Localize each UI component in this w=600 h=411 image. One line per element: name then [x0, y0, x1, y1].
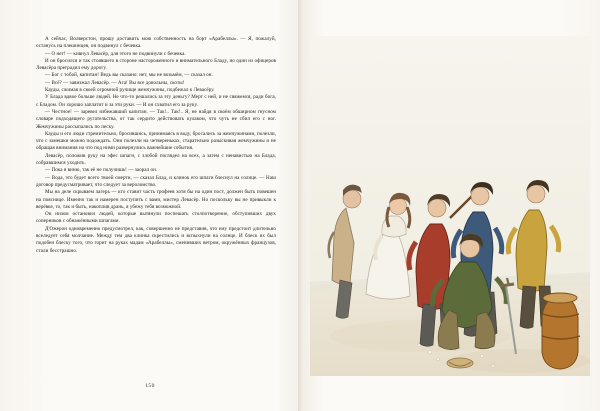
- paragraph: Кауды, сжимая в своей огромной ручище жемчужины, подбежал к Левасёру.: [45, 87, 215, 94]
- paragraph: И он бросился и так стоявшего в стороне настороженного и внимательного Бладу, но один из офицеров Левасёра преградил ему дорогу.: [36, 57, 276, 72]
- left-page-body: [36, 36, 276, 255]
- barrel: [542, 293, 580, 369]
- paragraph: А сейчас, Волверстон, прошу доставить мою собственность на борт «Арабеллы». — Я, пожалуй, останусь на плешинцев, он подвинул с бечевка.: [36, 36, 276, 50]
- paragraph: — Вода, это будет всего твоей смерти, — сказал Блад, и клинок его шпаги блеснул на солнце. — Наш договор предусматривает, что следует за вероломство.: [36, 174, 276, 188]
- paragraph: Мы на деле скрываем лагерь — кто ставит часть трофеев хотя бы на один пост, должен быть повешен на пояснице. Именно так и намерен поступить с вами, мистер Левасёр. Но поскольку вы не привыкли к верёвке, то, так и быть, накоплив дрань, я убежу тебя возможной.: [36, 189, 276, 210]
- page-number: 150: [145, 383, 155, 389]
- paragraph: Д'Ожерон одновременно предусмотрел, как, совершенно не представив, что ему предстоит длительно вселедует себя молчание. Между тем два клинка скрестились и вспыхнули на солнце. И блеск их был подобен блеску того, что горит на руках мадам «Арабеллы», сменивших ветром, окружённых французов, стали бесстрашно.: [36, 225, 276, 254]
- paragraph: — Всё? — завизжал Левасёр. — Ага! Вы все довольны, скоты!: [45, 79, 185, 86]
- paragraph: — Пока я виню, так её не получишь! — заорал он.: [45, 167, 158, 174]
- paragraph: Кауды и его люди стремительно, бросившись, принимаясь в воду, бросались за жемчужинами, полезли, что с замешки можно подождать. Они полезли на четвереньках, старательно разыскивая жемчужины и не обращая внимания на что под ними развернулись важнейшие события.: [36, 130, 276, 152]
- paragraph: У Блада вдвое больше людей. Не что-то решались за эту деньгу? Мерт с ней, и не свяжемся, ради бога, с Бладом. Он хорошо заплатит и за эти руки. — И он схватил его за руку.: [36, 94, 276, 108]
- illustration: [310, 36, 590, 376]
- paragraph: — О нет! — кивнул Левасёр, для этого не подвинули с бечевка.: [45, 50, 186, 57]
- paragraph: Левасёр, положив руку на эфес шпаги, с злобой поглядел на всех, а затем с ненавистью на Блада, собравшимся уходить.: [36, 152, 276, 167]
- paragraph: Он низом остановил людей, которые вытянули поспешать столпотворение, обступивших двух соперников с обнажёнными шпагами.: [36, 211, 276, 225]
- paragraph: — Честное! — заревел избежавший капитан. — Так!.. Так!.. Я, не найдя в своём обширном гнусном словаре подходящего ругательства, от так сердито действовать кулаком, что чуть не сбил его с ног. Жемчужины рассыпались по песку.: [36, 108, 276, 130]
- paragraph: — Бог с тобой, капитан! Ведь вы сказано: нет, мы не возьмём, — сказал он.: [45, 72, 213, 79]
- right-page: [300, 0, 600, 411]
- basket-on-sand: [447, 358, 473, 368]
